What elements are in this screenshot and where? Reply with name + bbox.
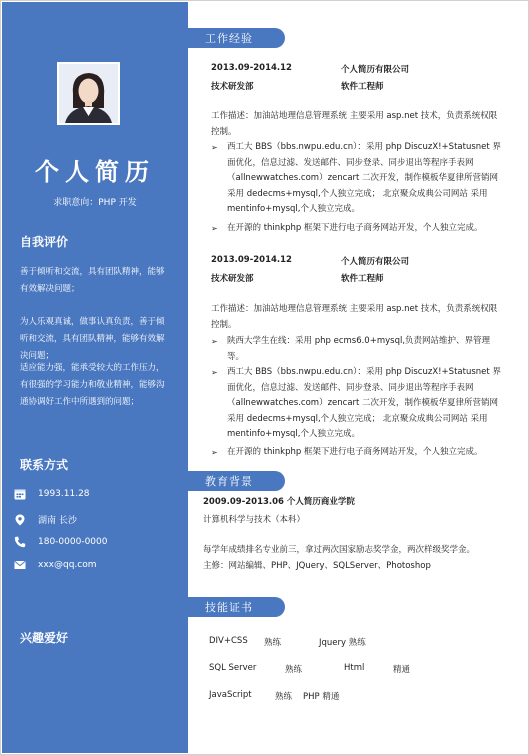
education-courses: 主修：网站编辑、PHP、JQuery、SQLServer、Photoshop (203, 561, 431, 571)
education-section-header (155, 471, 285, 491)
skill-name: JavaScript (209, 690, 252, 700)
hobbies-heading: 兴趣爱好 (20, 631, 69, 645)
work-section-header (155, 28, 285, 48)
contact-email (14, 559, 97, 571)
skill-name: SQL Server (209, 663, 257, 673)
education-school: 2009.09-2013.06 个人简历商业学院 (203, 497, 355, 507)
skill-level: 熟练 (264, 638, 282, 648)
job2-desc: 工作描述：加油站地理信息管理系统 主要采用 asp.net 技术，负责系统权限控制。 (211, 304, 498, 330)
section-marker (155, 471, 175, 491)
location-value: 湖南 长沙 (38, 516, 77, 526)
resume-title: 个人简历 (35, 158, 155, 186)
email-value: xxx@qq.com (38, 560, 97, 570)
job1-dept: 技术研发部 (211, 82, 254, 92)
job-objective: 求职意向：PHP 开发 (53, 198, 137, 208)
job2-bullet-2: ➢ 西工大 BBS（bbs.nwpu.edu.cn）：采用 php DiscuzX!+Statusnet 界面优化，信息过滤、发送邮件、同步登录、同步退出等程序手表网（allnewwatches.com）zencart 二次开发，制作模板华夏律所营销网 采用 dedecms+mysql,个人独立完成； 北京聚众成典公司网站 采用 mentinfo+mysql,个人独立完成。 (211, 365, 505, 443)
contact-heading: 联系方式 (20, 458, 69, 472)
skill-level: 熟练 (285, 665, 303, 675)
section-marker (155, 597, 175, 617)
skill-name: Html (344, 663, 365, 673)
job2-bullet-1: ➢ 陕西大学生在线：采用 php ecms6.0+mysql,负责网站维护、界管理等。 (211, 334, 505, 365)
calendar-icon (14, 488, 26, 500)
skill-level: 精通 (393, 665, 411, 675)
skill-name: Jquery 熟练 (319, 638, 366, 648)
job1-desc: 工作描述：加油站地理信息管理系统 主要采用 asp.net 技术，负责系统权限控制。 (211, 111, 498, 137)
skill-name: PHP 精通 (303, 692, 340, 702)
job1-period: 2013.09-2014.12 (211, 63, 292, 73)
self-eval-p2: 为人乐观真诚，做事认真负责，善于倾听和交流，具有团队精神，能够有效解决问题； (20, 317, 165, 361)
self-eval-p3: 适应能力强，能承受较大的工作压力，有很强的学习能力和敬业精神，能够沟通协调好工作中所遇到的问题； (20, 363, 165, 407)
self-eval-p1: 善于倾听和交流，具有团队精神，能够有效解决问题； (20, 267, 165, 294)
job2-role: 软件工程师 (341, 274, 384, 284)
job2-bullet-3: ➢ 在开源的 thinkphp 框架下进行电子商务网站开发，个人独立完成。 (211, 445, 505, 461)
job2-period: 2013.09-2014.12 (211, 255, 292, 265)
job2-dept: 技术研发部 (211, 274, 254, 284)
location-pin-icon (14, 514, 26, 526)
skill-name: DIV+CSS (209, 636, 248, 646)
education-awards: 每学年成绩排名专业前三，拿过两次国家励志奖学金，两次样级奖学金。 (203, 545, 476, 555)
email-icon (14, 559, 26, 571)
job1-role: 软件工程师 (341, 82, 384, 92)
work-section-title: 工作经验 (181, 28, 285, 48)
job1-bullet-2: ➢ 在开源的 thinkphp 框架下进行电子商务网站开发，个人独立完成。 (211, 221, 505, 237)
profile-photo (57, 62, 120, 125)
job2-company: 个人简历有限公司 (341, 257, 410, 267)
contact-birthday (14, 488, 90, 500)
contact-phone (14, 536, 107, 548)
phone-icon (14, 536, 26, 548)
skills-section-title: 技能证书 (181, 597, 285, 617)
education-major: 计算机科学与技术（本科） (203, 515, 306, 525)
contact-location (14, 513, 77, 526)
job1-bullet-1: ➢ 西工大 BBS（bbs.nwpu.edu.cn）：采用 php DiscuzX!+Statusnet 界面优化，信息过滤、发送邮件、同步登录、同步退出等程序手表网（allnewwatches.com）zencart 二次开发，制作模板华夏律所营销网 采用 dedecms+mysql,个人独立完成； 北京聚众成典公司网站 采用 mentinfo+mysql,个人独立完成。 (211, 140, 505, 218)
skill-level: 熟练 (275, 692, 293, 702)
birthday-value: 1993.11.28 (38, 489, 90, 499)
education-section-title: 教育背景 (181, 471, 285, 491)
section-marker (155, 28, 175, 48)
avatar-icon (59, 64, 118, 123)
phone-value: 180-0000-0000 (38, 537, 108, 547)
job1-company: 个人简历有限公司 (341, 65, 410, 75)
self-eval-heading: 自我评价 (20, 235, 69, 249)
skills-section-header (155, 597, 285, 617)
sidebar (2, 2, 188, 753)
